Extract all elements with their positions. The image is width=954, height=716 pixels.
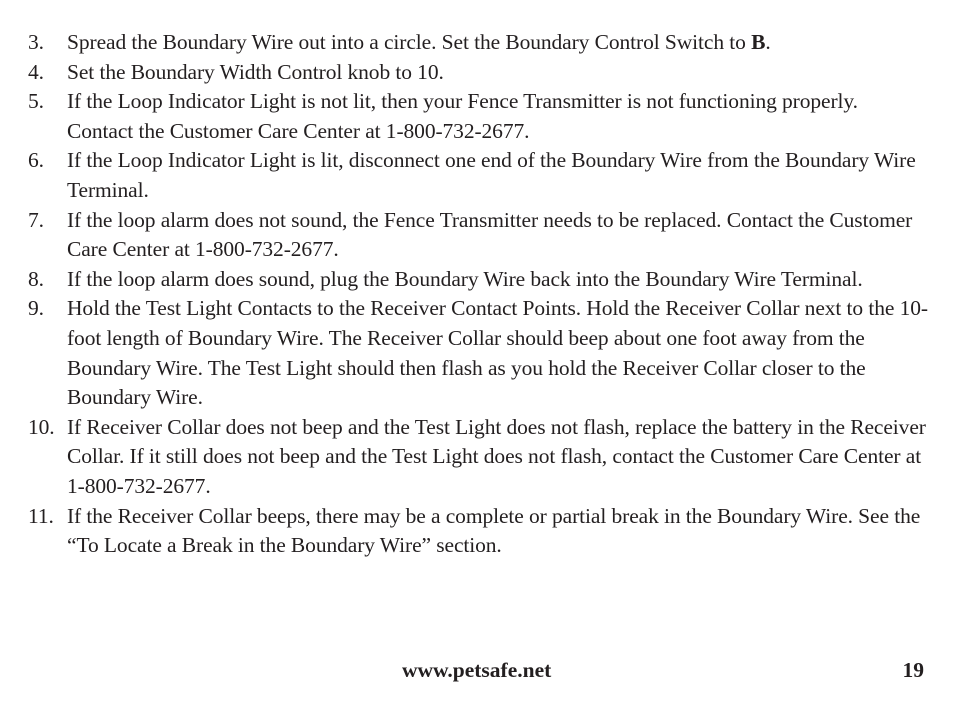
step-text: Set the Boundary Width Control knob to 10.: [67, 59, 444, 84]
step-number: 3.: [28, 30, 44, 54]
step-text-after: .: [765, 30, 771, 54]
step-text: If the Loop Indicator Light is lit, disconnect one end of the Boundary Wire from the Boundary Wire Terminal.: [67, 148, 916, 202]
step-item: [28, 87, 928, 146]
step-text: If the loop alarm does not sound, the Fence Transmitter needs to be replaced. Contact the Customer Care Center at 1-800-732-2677.: [67, 207, 913, 262]
step-number: 9.: [28, 296, 44, 321]
step-item: [28, 146, 928, 205]
step-text-bold: B: [751, 30, 766, 54]
step-text: If Receiver Collar does not beep and the Test Light does not flash, replace the battery in the Receiver Collar. If it still does not beep and the Test Light does not flash, contact the Customer Care Center at 1-800-732-2677.: [67, 414, 926, 498]
step-text: If the loop alarm does sound, plug the Boundary Wire back into the Boundary Wire Terminal.: [67, 266, 863, 291]
step-item: [28, 206, 928, 265]
step-item: [28, 502, 928, 561]
step-text: [67, 30, 771, 54]
step-text: Hold the Test Light Contacts to the Receiver Contact Points. Hold the Receiver Collar next to the 10-foot length of Boundary Wire. The Receiver Collar should beep about one foot away from the Boundary Wire. The Test Light should then flash as you hold the Receiver Collar closer to the Boundary Wire.: [67, 296, 928, 410]
step-number: 6.: [28, 148, 44, 173]
footer-website-url: www.petsafe.net: [402, 658, 552, 682]
step-item: [28, 28, 928, 58]
step-item: [28, 413, 928, 502]
troubleshooting-steps: [28, 28, 928, 561]
step-number: 8.: [28, 266, 44, 291]
step-item: [28, 294, 928, 412]
step-number: 7.: [28, 207, 44, 232]
step-number: 4.: [28, 59, 44, 84]
page-number: 19: [902, 658, 924, 682]
step-number: 5.: [28, 89, 44, 114]
step-item: [28, 265, 928, 295]
step-text-main: Spread the Boundary Wire out into a circle. Set the Boundary Control Switch to: [67, 30, 752, 54]
step-number: 11.: [28, 503, 54, 528]
step-text: If the Loop Indicator Light is not lit, then your Fence Transmitter is not functioning properly. Contact the Customer Care Center at 1-800-732-2677.: [67, 89, 858, 143]
step-item: [28, 58, 928, 88]
step-text: If the Receiver Collar beeps, there may be a complete or partial break in the Boundary Wire. See the “To Locate a Break in the Boundary Wire” section.: [67, 503, 921, 558]
step-number: 10.: [28, 414, 55, 439]
